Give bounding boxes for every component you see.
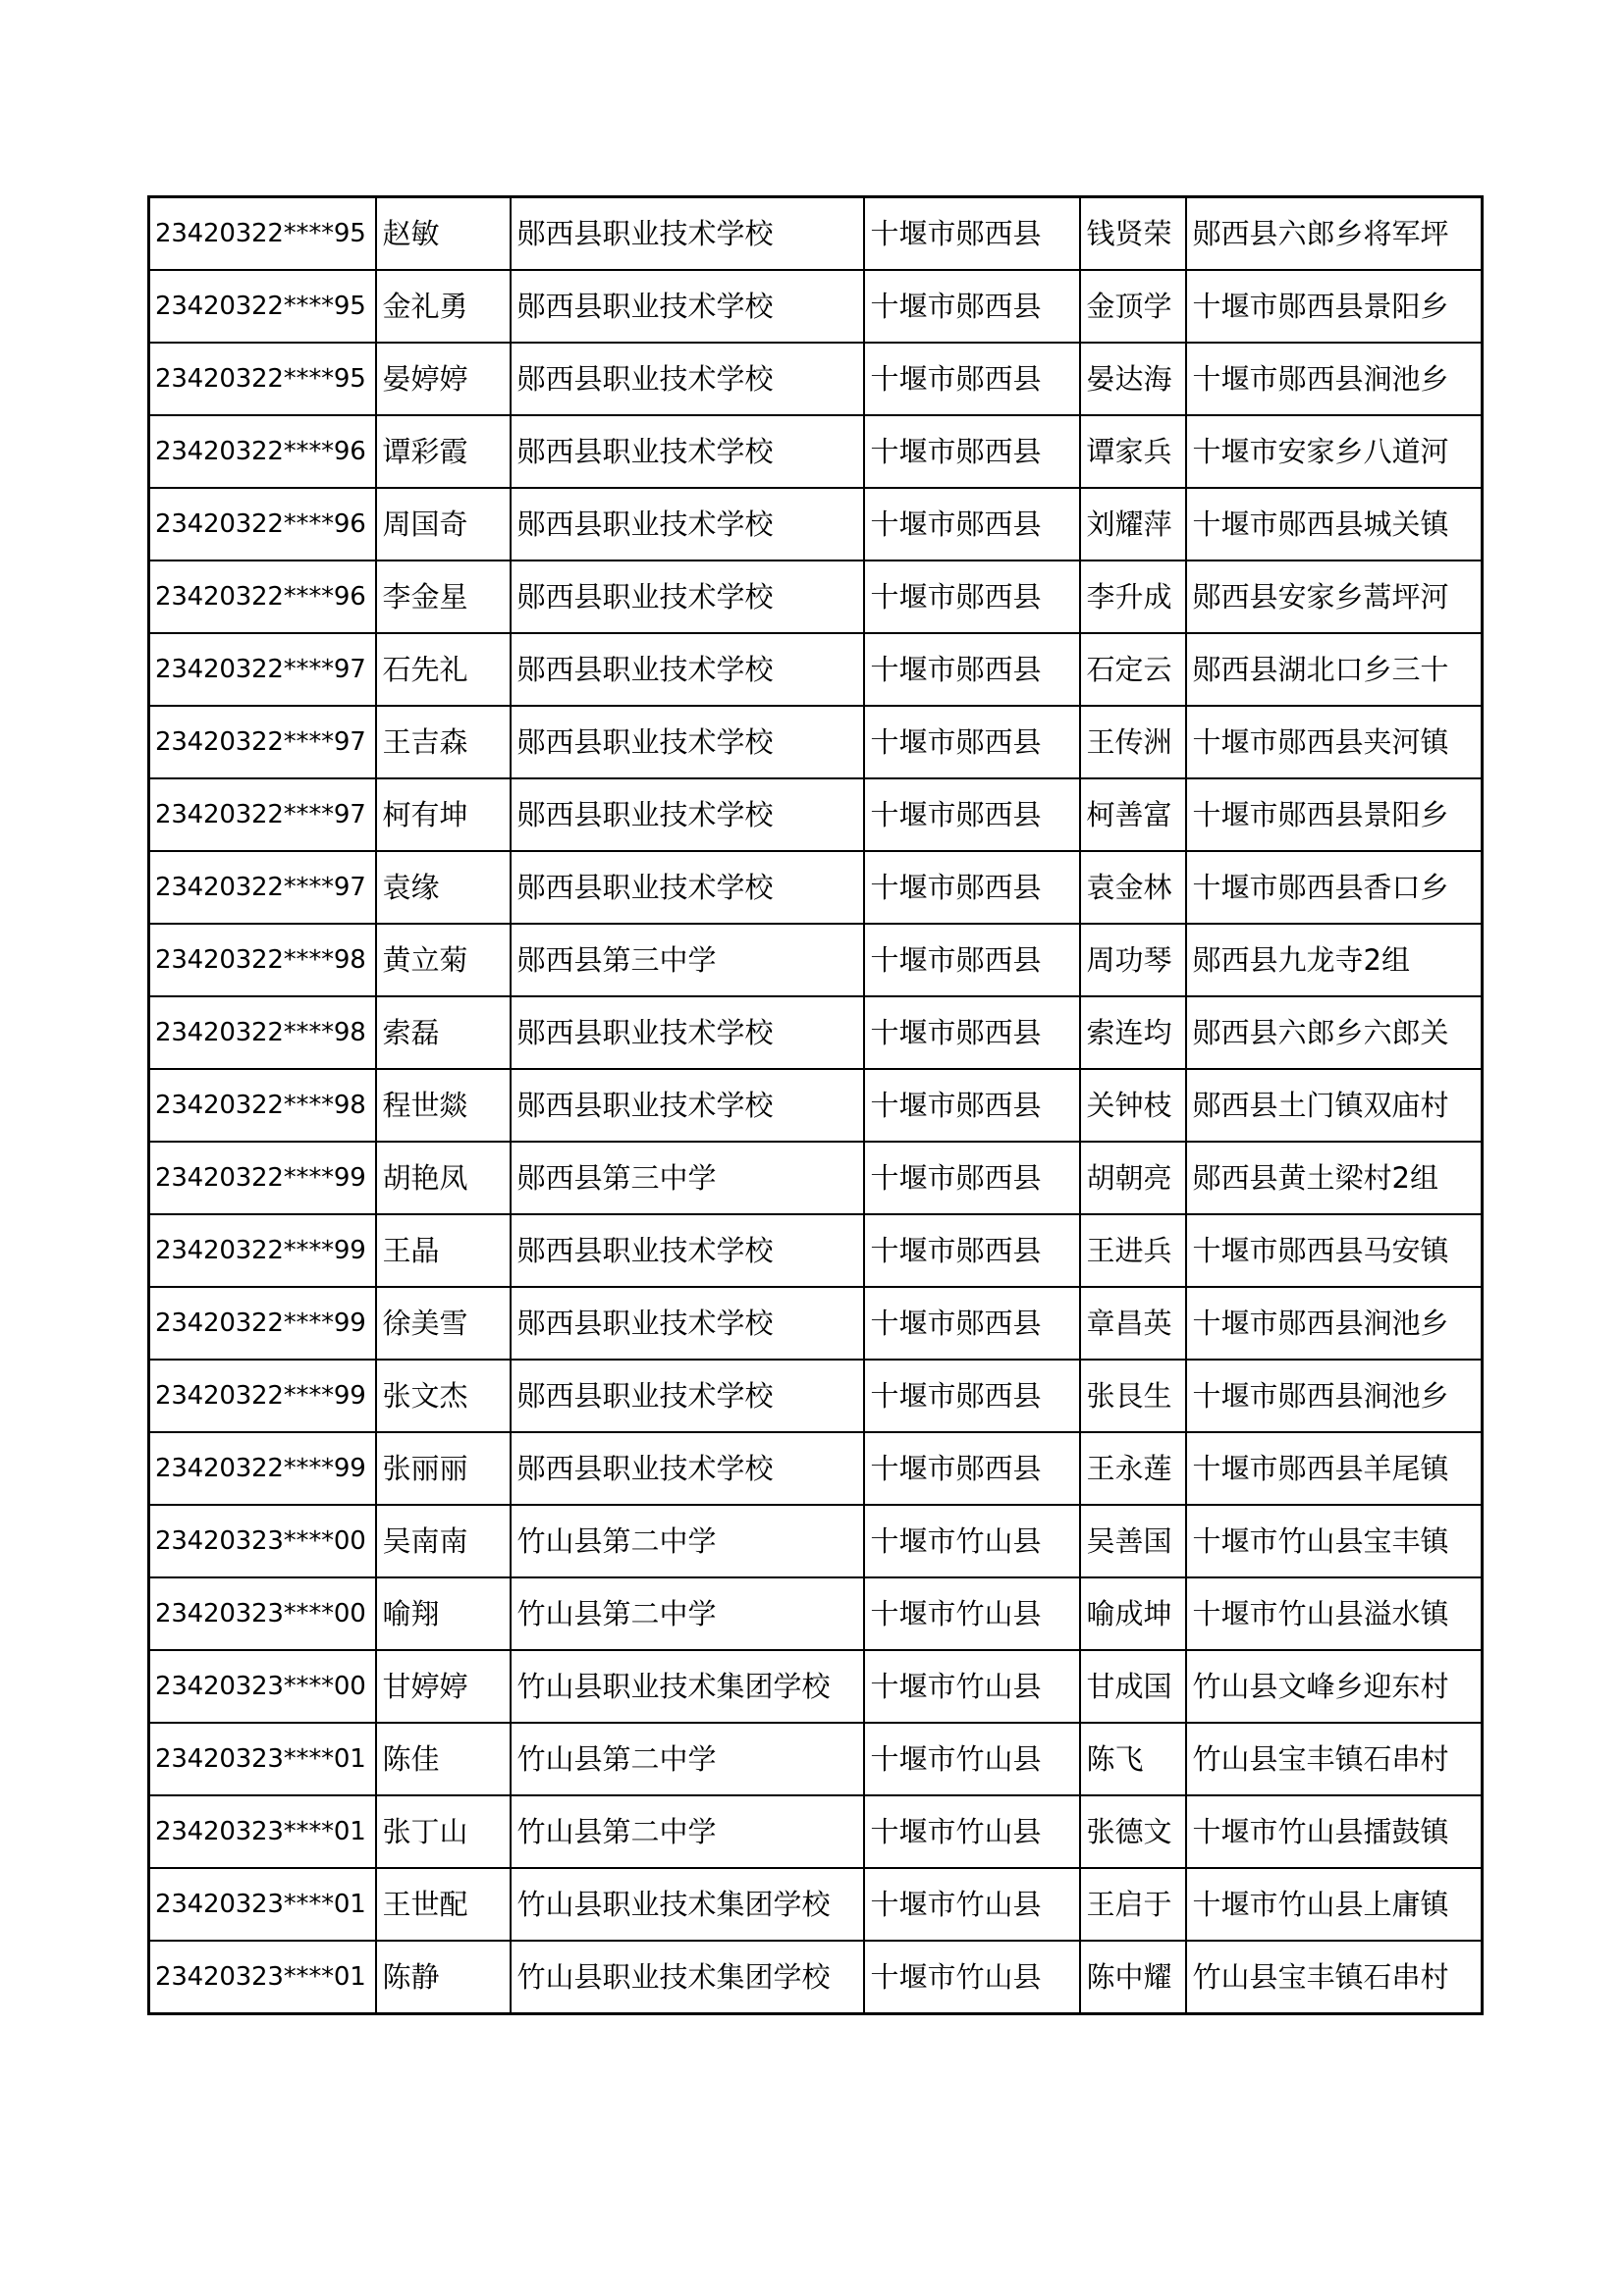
table-row — [149, 924, 1483, 996]
region-cell: 十堰市竹山县 — [864, 1505, 1080, 1577]
school-cell: 郧西县职业技术学校 — [511, 1069, 864, 1142]
student-id-cell: 23420323****01 — [149, 1868, 376, 1941]
student-id-cell: 23420322****98 — [149, 1069, 376, 1142]
address-cell: 十堰市竹山县宝丰镇 — [1186, 1505, 1483, 1577]
address-cell: 十堰市郧西县景阳乡 — [1186, 778, 1483, 851]
student-id-cell: 23420322****95 — [149, 343, 376, 415]
region-cell: 十堰市竹山县 — [864, 1868, 1080, 1941]
address-cell: 郧西县黄土梁村2组 — [1186, 1142, 1483, 1214]
address-cell: 十堰市郧西县马安镇 — [1186, 1214, 1483, 1287]
school-cell: 郧西县职业技术学校 — [511, 343, 864, 415]
school-cell: 竹山县职业技术集团学校 — [511, 1868, 864, 1941]
region-cell: 十堰市竹山县 — [864, 1723, 1080, 1795]
student-id-cell: 23420322****95 — [149, 270, 376, 343]
student-id-cell: 23420322****95 — [149, 197, 376, 271]
guardian-name-cell: 晏达海 — [1080, 343, 1186, 415]
table-row — [149, 633, 1483, 706]
guardian-name-cell: 甘成国 — [1080, 1650, 1186, 1723]
region-cell: 十堰市郧西县 — [864, 1069, 1080, 1142]
school-cell: 竹山县职业技术集团学校 — [511, 1650, 864, 1723]
school-cell: 竹山县第二中学 — [511, 1505, 864, 1577]
table-row — [149, 415, 1483, 488]
table-row — [149, 561, 1483, 633]
guardian-name-cell: 吴善国 — [1080, 1505, 1186, 1577]
table-row — [149, 1723, 1483, 1795]
address-cell: 十堰市郧西县城关镇 — [1186, 488, 1483, 561]
address-cell: 郧西县安家乡蒿坪河 — [1186, 561, 1483, 633]
region-cell: 十堰市竹山县 — [864, 1795, 1080, 1868]
student-roster-table — [147, 195, 1484, 2015]
student-id-cell: 23420323****00 — [149, 1505, 376, 1577]
school-cell: 郧西县职业技术学校 — [511, 488, 864, 561]
region-cell: 十堰市郧西县 — [864, 924, 1080, 996]
student-name-cell: 王晶 — [376, 1214, 511, 1287]
school-cell: 竹山县第二中学 — [511, 1723, 864, 1795]
student-name-cell: 周国奇 — [376, 488, 511, 561]
table-row — [149, 1650, 1483, 1723]
school-cell: 郧西县职业技术学校 — [511, 633, 864, 706]
table-row — [149, 1142, 1483, 1214]
table-row — [149, 851, 1483, 924]
region-cell: 十堰市郧西县 — [864, 1142, 1080, 1214]
student-name-cell: 王吉森 — [376, 706, 511, 778]
guardian-name-cell: 胡朝亮 — [1080, 1142, 1186, 1214]
school-cell: 郧西县职业技术学校 — [511, 197, 864, 271]
region-cell: 十堰市郧西县 — [864, 1214, 1080, 1287]
table-row — [149, 197, 1483, 271]
address-cell: 十堰市郧西县涧池乡 — [1186, 343, 1483, 415]
student-name-cell: 谭彩霞 — [376, 415, 511, 488]
student-id-cell: 23420322****96 — [149, 488, 376, 561]
region-cell: 十堰市郧西县 — [864, 488, 1080, 561]
school-cell: 郧西县职业技术学校 — [511, 1360, 864, 1432]
student-name-cell: 喻翔 — [376, 1577, 511, 1650]
school-cell: 郧西县职业技术学校 — [511, 1287, 864, 1360]
guardian-name-cell: 谭家兵 — [1080, 415, 1186, 488]
student-id-cell: 23420322****97 — [149, 851, 376, 924]
student-name-cell: 晏婷婷 — [376, 343, 511, 415]
region-cell: 十堰市郧西县 — [864, 1287, 1080, 1360]
address-cell: 竹山县文峰乡迎东村 — [1186, 1650, 1483, 1723]
table-row — [149, 996, 1483, 1069]
student-id-cell: 23420322****96 — [149, 561, 376, 633]
address-cell: 十堰市安家乡八道河 — [1186, 415, 1483, 488]
student-id-cell: 23420323****01 — [149, 1723, 376, 1795]
school-cell: 郧西县职业技术学校 — [511, 996, 864, 1069]
school-cell: 郧西县第三中学 — [511, 924, 864, 996]
student-name-cell: 索磊 — [376, 996, 511, 1069]
school-cell: 郧西县职业技术学校 — [511, 706, 864, 778]
student-id-cell: 23420322****99 — [149, 1360, 376, 1432]
address-cell: 郧西县湖北口乡三十 — [1186, 633, 1483, 706]
table-row — [149, 1795, 1483, 1868]
guardian-name-cell: 索连均 — [1080, 996, 1186, 1069]
region-cell: 十堰市郧西县 — [864, 706, 1080, 778]
student-name-cell: 张丽丽 — [376, 1432, 511, 1505]
table-row — [149, 1868, 1483, 1941]
region-cell: 十堰市郧西县 — [864, 996, 1080, 1069]
guardian-name-cell: 王启于 — [1080, 1868, 1186, 1941]
region-cell: 十堰市竹山县 — [864, 1577, 1080, 1650]
address-cell: 郧西县土门镇双庙村 — [1186, 1069, 1483, 1142]
school-cell: 郧西县职业技术学校 — [511, 851, 864, 924]
address-cell: 郧西县六郎乡将军坪 — [1186, 197, 1483, 271]
address-cell: 十堰市竹山县上庸镇 — [1186, 1868, 1483, 1941]
address-cell: 十堰市郧西县夹河镇 — [1186, 706, 1483, 778]
guardian-name-cell: 刘耀萍 — [1080, 488, 1186, 561]
guardian-name-cell: 钱贤荣 — [1080, 197, 1186, 271]
student-id-cell: 23420322****99 — [149, 1214, 376, 1287]
address-cell: 十堰市竹山县溢水镇 — [1186, 1577, 1483, 1650]
student-name-cell: 金礼勇 — [376, 270, 511, 343]
table-row — [149, 1214, 1483, 1287]
guardian-name-cell: 石定云 — [1080, 633, 1186, 706]
student-id-cell: 23420322****97 — [149, 778, 376, 851]
guardian-name-cell: 金顶学 — [1080, 270, 1186, 343]
student-name-cell: 柯有坤 — [376, 778, 511, 851]
roster-body — [149, 197, 1483, 2014]
student-id-cell: 23420323****00 — [149, 1650, 376, 1723]
student-id-cell: 23420322****96 — [149, 415, 376, 488]
school-cell: 郧西县职业技术学校 — [511, 1432, 864, 1505]
table-row — [149, 1432, 1483, 1505]
school-cell: 竹山县第二中学 — [511, 1795, 864, 1868]
address-cell: 郧西县六郎乡六郎关 — [1186, 996, 1483, 1069]
address-cell: 十堰市郧西县香口乡 — [1186, 851, 1483, 924]
guardian-name-cell: 关钟枝 — [1080, 1069, 1186, 1142]
student-id-cell: 23420322****99 — [149, 1287, 376, 1360]
table-row — [149, 778, 1483, 851]
region-cell: 十堰市郧西县 — [864, 778, 1080, 851]
student-id-cell: 23420322****97 — [149, 633, 376, 706]
address-cell: 郧西县九龙寺2组 — [1186, 924, 1483, 996]
student-id-cell: 23420322****98 — [149, 996, 376, 1069]
address-cell: 十堰市郧西县景阳乡 — [1186, 270, 1483, 343]
region-cell: 十堰市郧西县 — [864, 561, 1080, 633]
student-name-cell: 张丁山 — [376, 1795, 511, 1868]
guardian-name-cell: 李升成 — [1080, 561, 1186, 633]
region-cell: 十堰市郧西县 — [864, 633, 1080, 706]
student-id-cell: 23420322****99 — [149, 1142, 376, 1214]
address-cell: 十堰市竹山县擂鼓镇 — [1186, 1795, 1483, 1868]
region-cell: 十堰市郧西县 — [864, 1360, 1080, 1432]
address-cell: 竹山县宝丰镇石串村 — [1186, 1941, 1483, 2014]
region-cell: 十堰市竹山县 — [864, 1941, 1080, 2014]
guardian-name-cell: 章昌英 — [1080, 1287, 1186, 1360]
school-cell: 郧西县职业技术学校 — [511, 561, 864, 633]
student-name-cell: 王世配 — [376, 1868, 511, 1941]
school-cell: 郧西县第三中学 — [511, 1142, 864, 1214]
address-cell: 十堰市郧西县羊尾镇 — [1186, 1432, 1483, 1505]
student-name-cell: 赵敏 — [376, 197, 511, 271]
student-id-cell: 23420322****98 — [149, 924, 376, 996]
table-row — [149, 1941, 1483, 2014]
guardian-name-cell: 王进兵 — [1080, 1214, 1186, 1287]
school-cell: 郧西县职业技术学校 — [511, 270, 864, 343]
guardian-name-cell: 王永莲 — [1080, 1432, 1186, 1505]
table-row — [149, 1577, 1483, 1650]
guardian-name-cell: 柯善富 — [1080, 778, 1186, 851]
student-name-cell: 陈佳 — [376, 1723, 511, 1795]
school-cell: 竹山县职业技术集团学校 — [511, 1941, 864, 2014]
address-cell: 十堰市郧西县涧池乡 — [1186, 1360, 1483, 1432]
guardian-name-cell: 陈中耀 — [1080, 1941, 1186, 2014]
student-name-cell: 李金星 — [376, 561, 511, 633]
region-cell: 十堰市竹山县 — [864, 1650, 1080, 1723]
student-id-cell: 23420323****01 — [149, 1795, 376, 1868]
guardian-name-cell: 张德文 — [1080, 1795, 1186, 1868]
table-row — [149, 270, 1483, 343]
region-cell: 十堰市郧西县 — [864, 415, 1080, 488]
region-cell: 十堰市郧西县 — [864, 270, 1080, 343]
region-cell: 十堰市郧西县 — [864, 851, 1080, 924]
student-name-cell: 石先礼 — [376, 633, 511, 706]
region-cell: 十堰市郧西县 — [864, 197, 1080, 271]
student-name-cell: 甘婷婷 — [376, 1650, 511, 1723]
guardian-name-cell: 张艮生 — [1080, 1360, 1186, 1432]
guardian-name-cell: 袁金林 — [1080, 851, 1186, 924]
address-cell: 十堰市郧西县涧池乡 — [1186, 1287, 1483, 1360]
table-row — [149, 343, 1483, 415]
student-id-cell: 23420323****00 — [149, 1577, 376, 1650]
student-id-cell: 23420322****99 — [149, 1432, 376, 1505]
guardian-name-cell: 喻成坤 — [1080, 1577, 1186, 1650]
table-row — [149, 706, 1483, 778]
school-cell: 郧西县职业技术学校 — [511, 778, 864, 851]
guardian-name-cell: 陈飞 — [1080, 1723, 1186, 1795]
school-cell: 郧西县职业技术学校 — [511, 415, 864, 488]
student-id-cell: 23420322****97 — [149, 706, 376, 778]
student-name-cell: 吴南南 — [376, 1505, 511, 1577]
table-row — [149, 1505, 1483, 1577]
guardian-name-cell: 王传洲 — [1080, 706, 1186, 778]
student-name-cell: 张文杰 — [376, 1360, 511, 1432]
address-cell: 竹山县宝丰镇石串村 — [1186, 1723, 1483, 1795]
student-name-cell: 袁缘 — [376, 851, 511, 924]
student-name-cell: 胡艳凤 — [376, 1142, 511, 1214]
region-cell: 十堰市郧西县 — [864, 1432, 1080, 1505]
school-cell: 郧西县职业技术学校 — [511, 1214, 864, 1287]
student-name-cell: 徐美雪 — [376, 1287, 511, 1360]
table-row — [149, 1360, 1483, 1432]
student-name-cell: 陈静 — [376, 1941, 511, 2014]
student-id-cell: 23420323****01 — [149, 1941, 376, 2014]
guardian-name-cell: 周功琴 — [1080, 924, 1186, 996]
table-row — [149, 1287, 1483, 1360]
student-name-cell: 黄立菊 — [376, 924, 511, 996]
school-cell: 竹山县第二中学 — [511, 1577, 864, 1650]
table-row — [149, 1069, 1483, 1142]
region-cell: 十堰市郧西县 — [864, 343, 1080, 415]
student-name-cell: 程世燚 — [376, 1069, 511, 1142]
table-row — [149, 488, 1483, 561]
